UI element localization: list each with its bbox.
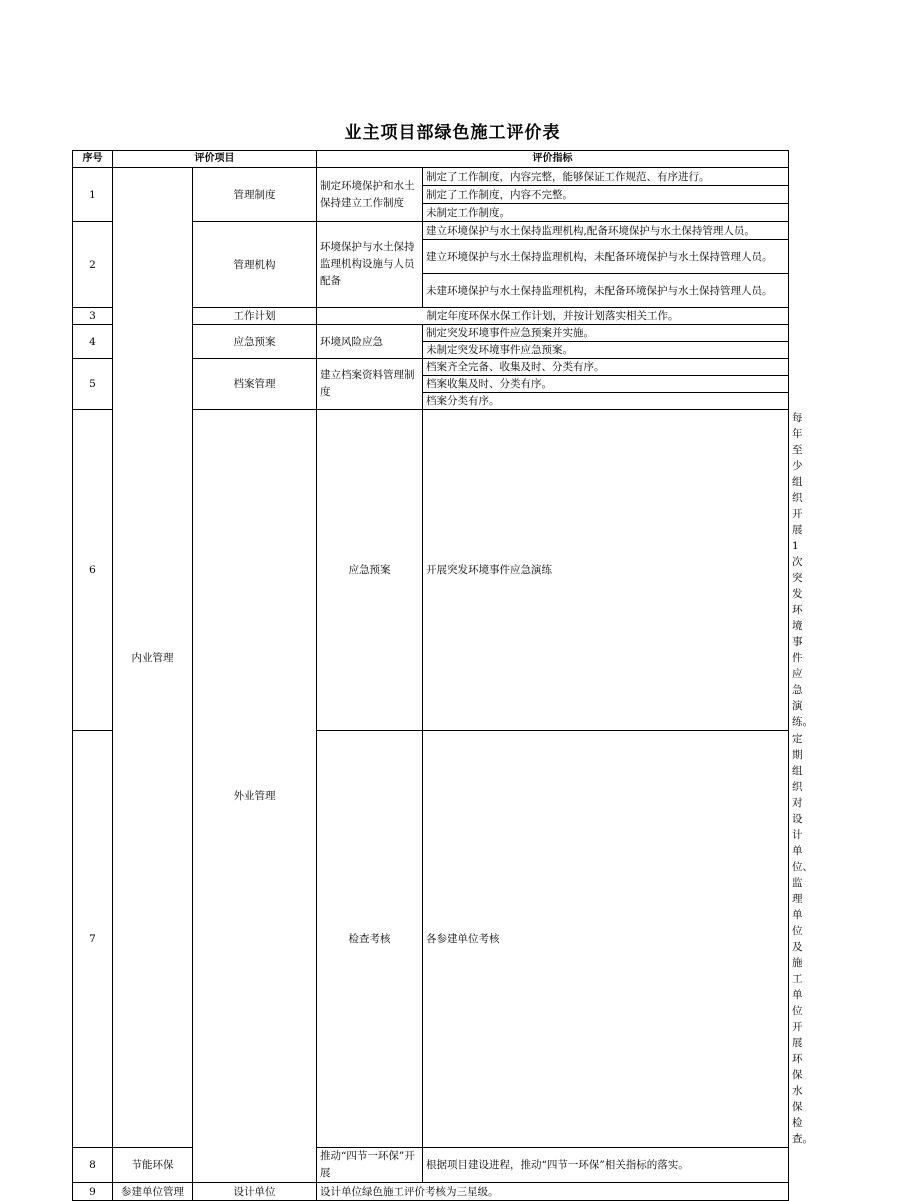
row-criterion: 环境风险应急 (317, 325, 423, 359)
indicator-cell: 根据项目建设进程，推动“四节一环保”相关指标的落实。 (423, 1148, 789, 1183)
indicator-cell: 档案分类有序。 (423, 393, 789, 410)
row-item: 工作计划 (193, 308, 317, 325)
table-row (73, 1148, 789, 1183)
row-seq: 2 (73, 222, 113, 308)
header-seq: 序号 (73, 151, 113, 168)
evaluation-table (72, 150, 813, 1201)
row-seq: 6 (73, 410, 113, 731)
row-item: 检查考核 (317, 731, 423, 1148)
table-row (73, 168, 789, 186)
row-seq: 5 (73, 359, 113, 410)
table-header-row (73, 151, 789, 168)
indicator-cell: 制定年度环保水保工作计划，并按计划落实相关工作。 (317, 308, 789, 325)
indicator-cell: 档案齐全完备、收集及时、分类有序。 (423, 359, 789, 376)
table-row: 6 外业管理 应急预案 开展突发环境事件应急演练 每年至少组织开展 1 次突发环境事件应急演练。 (73, 410, 789, 731)
indicator-cell: 制定了工作制度，内容完整，能够保证工作规范、有序进行。 (423, 168, 789, 186)
indicator-cell: 制定突发环境事件应急预案并实施。 (423, 325, 789, 342)
row-seq: 1 (73, 168, 113, 222)
group-builder: 参建单位管理 (113, 1183, 193, 1201)
header-item: 评价项目 (113, 151, 317, 168)
table-row (73, 1183, 789, 1201)
row-item: 节能环保 (113, 1148, 193, 1183)
row-criterion: 开展突发环境事件应急演练 (423, 410, 789, 731)
indicator-cell: 未制定突发环境事件应急预案。 (423, 342, 789, 359)
indicator-cell: 档案收集及时、分类有序。 (423, 376, 789, 393)
indicator-cell: 建立环境保护与水土保持监理机构，未配备环境保护与水土保持管理人员。 (423, 240, 789, 274)
row-item: 应急预案 (317, 410, 423, 731)
row-item: 管理机构 (193, 222, 317, 308)
indicator-cell: 建立环境保护与水土保持监理机构,配备环境保护与水土保持管理人员。 (423, 222, 789, 240)
group-external: 外业管理 (193, 410, 317, 1183)
table-row: 7 检查考核 各参建单位考核 定期组织对设计单位、监理单位及施工单位开展环保水保检查。 (73, 731, 789, 1148)
row-item: 应急预案 (193, 325, 317, 359)
indicator-cell: 未建环境保护与水土保持监理机构，未配备环境保护与水土保持管理人员。 (423, 274, 789, 308)
indicator-cell: 制定了工作制度，内容不完整。 (423, 186, 789, 204)
row-criterion: 各参建单位考核 (423, 731, 789, 1148)
group-internal: 内业管理 (113, 168, 193, 1148)
row-criterion: 建立档案资料管理制度 (317, 359, 423, 410)
row-item: 管理制度 (193, 168, 317, 222)
row-item: 档案管理 (193, 359, 317, 410)
indicator-cell: 设计单位绿色施工评价考核为三星级。 (317, 1183, 789, 1201)
row-seq: 3 (73, 308, 113, 325)
row-seq: 9 (73, 1183, 113, 1201)
row-seq: 8 (73, 1148, 113, 1183)
row-seq: 4 (73, 325, 113, 359)
row-criterion: 推动“四节一环保”开展 (317, 1148, 423, 1183)
page-title: 业主项目部绿色施工评价表 (344, 123, 561, 143)
row-criterion: 环境保护与水土保持监理机构设施与人员配备 (317, 222, 423, 308)
header-indicator: 评价指标 (317, 151, 789, 168)
row-criterion: 制定环境保护和水土保持建立工作制度 (317, 168, 423, 222)
indicator-cell: 未制定工作制度。 (423, 204, 789, 222)
row-seq: 7 (73, 731, 113, 1148)
row-item: 设计单位 (193, 1183, 317, 1201)
